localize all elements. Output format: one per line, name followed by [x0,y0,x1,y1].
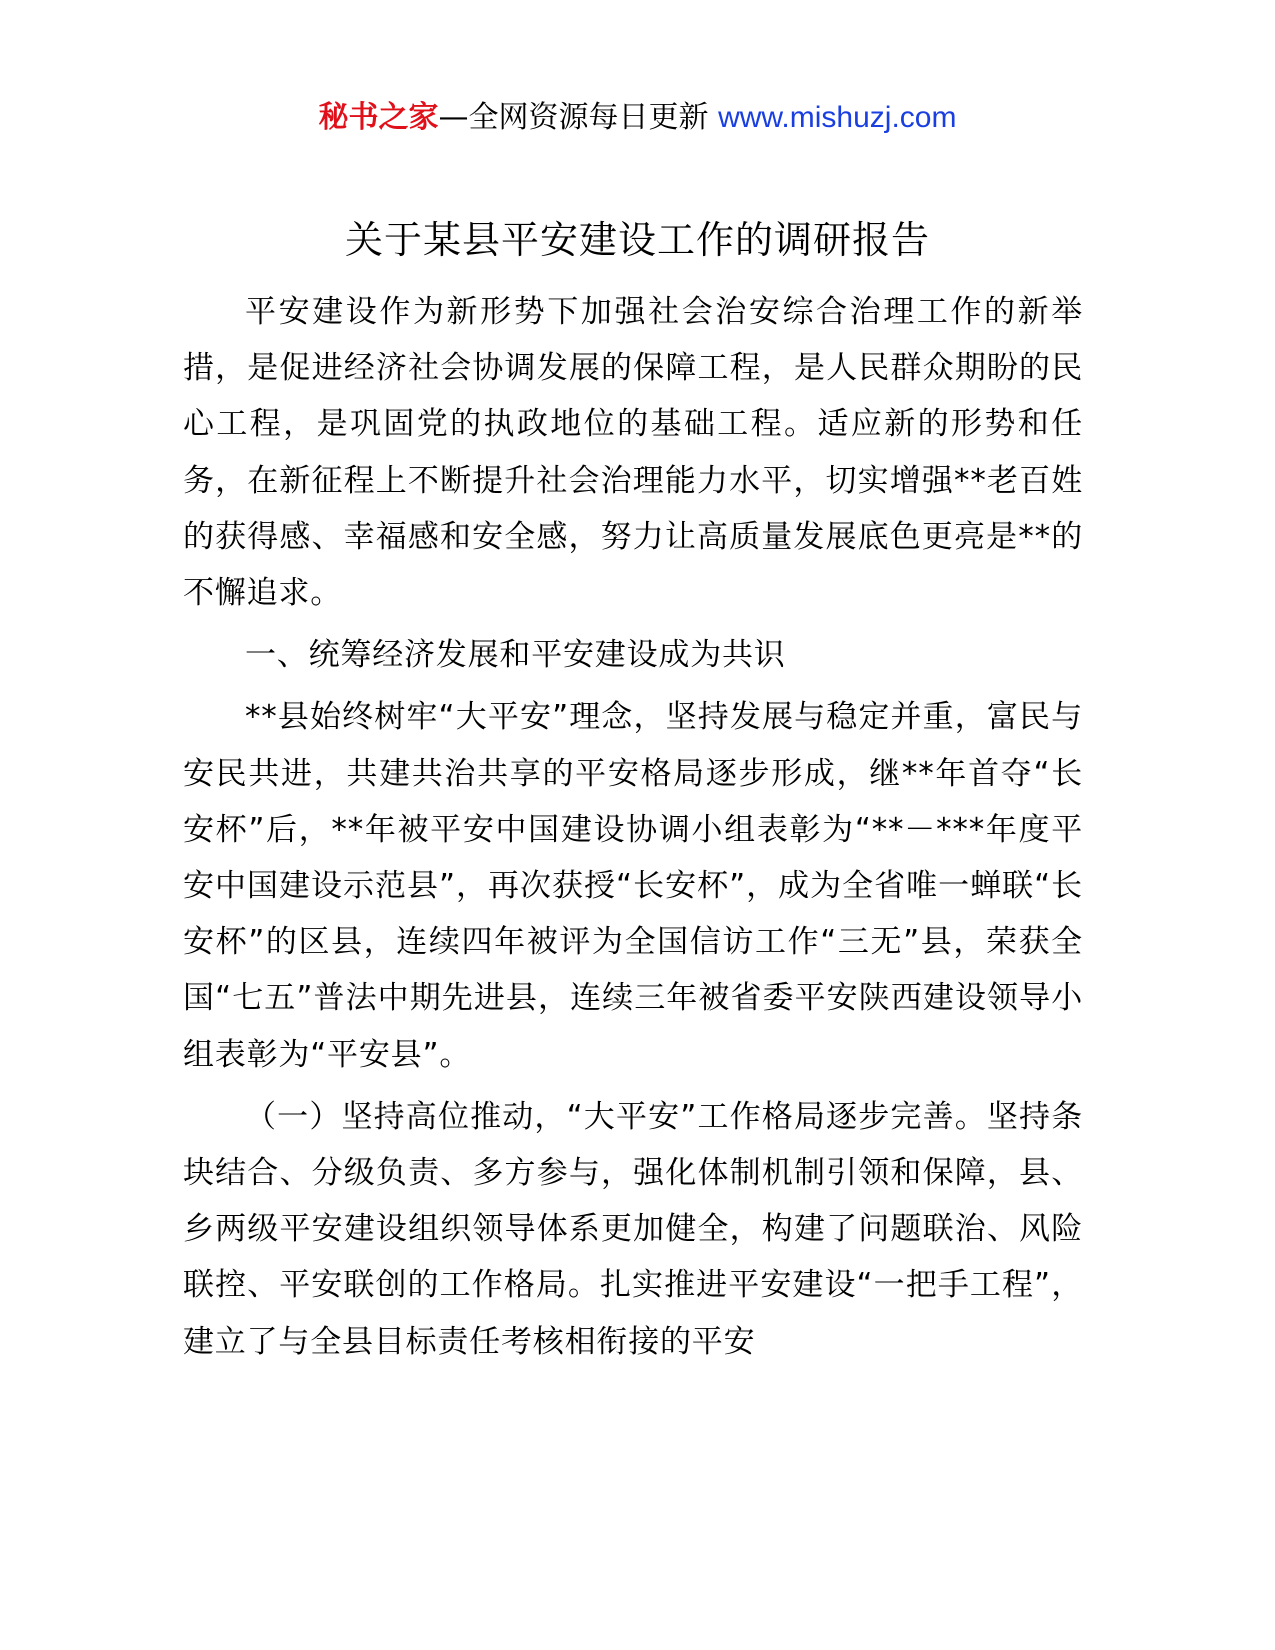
site-url-link[interactable]: www.mishuzj.com [718,101,957,134]
document-title: 关于某县平安建设工作的调研报告 [344,218,930,262]
section-heading-1: 一、统筹经济发展和平安建设成为共识 [245,637,786,674]
paragraph-subsection-1: （一）坚持高位推动，“大平安”工作格局逐步完善。坚持条块结合、分级负责、多方参与，强化体制机制引领和保障，县、乡两级平安建设组织领导体系更加健全，构建了问题联治、风险联控、平安联创的工作格局。扎实推进平安建设“一把手工程”，建立了与全县目标责任考核相衔接的平安 [183,1098,1083,1360]
document-body [183,284,1083,1376]
brand-name: 秘书之家 [318,100,439,135]
paragraph-intro: 平安建设作为新形势下加强社会治安综合治理工作的新举措，是促进经济社会协调发展的保障工程，是人民群众期盼的民心工程，是巩固党的执政地位的基础工程。适应新的形势和任务，在新征程上不断提升社会治理能力水平，切实增强**老百姓的获得感、幸福感和安全感，努力让高质量发展底色更亮是**的不懈追求。 [183,294,1083,612]
header-tagline: —全网资源每日更新 [438,100,719,135]
site-header [0,98,1275,138]
paragraph-section-1: **县始终树牢“大平安”理念，坚持发展与稳定并重，富民与安民共进，共建共治共享的平安格局逐步形成，继**年首夺“长安杯”后，**年被平安中国建设协调小组表彰为“**－***年度平安中国建设示范县”，再次获授“长安杯”，成为全省唯一蝉联“长安杯”的区县，连续四年被评为全国信访工作“三无”县，荣获全国“七五”普法中期先进县，连续三年被省委平安陕西建设领导小组表彰为“平安县”。 [183,699,1083,1073]
